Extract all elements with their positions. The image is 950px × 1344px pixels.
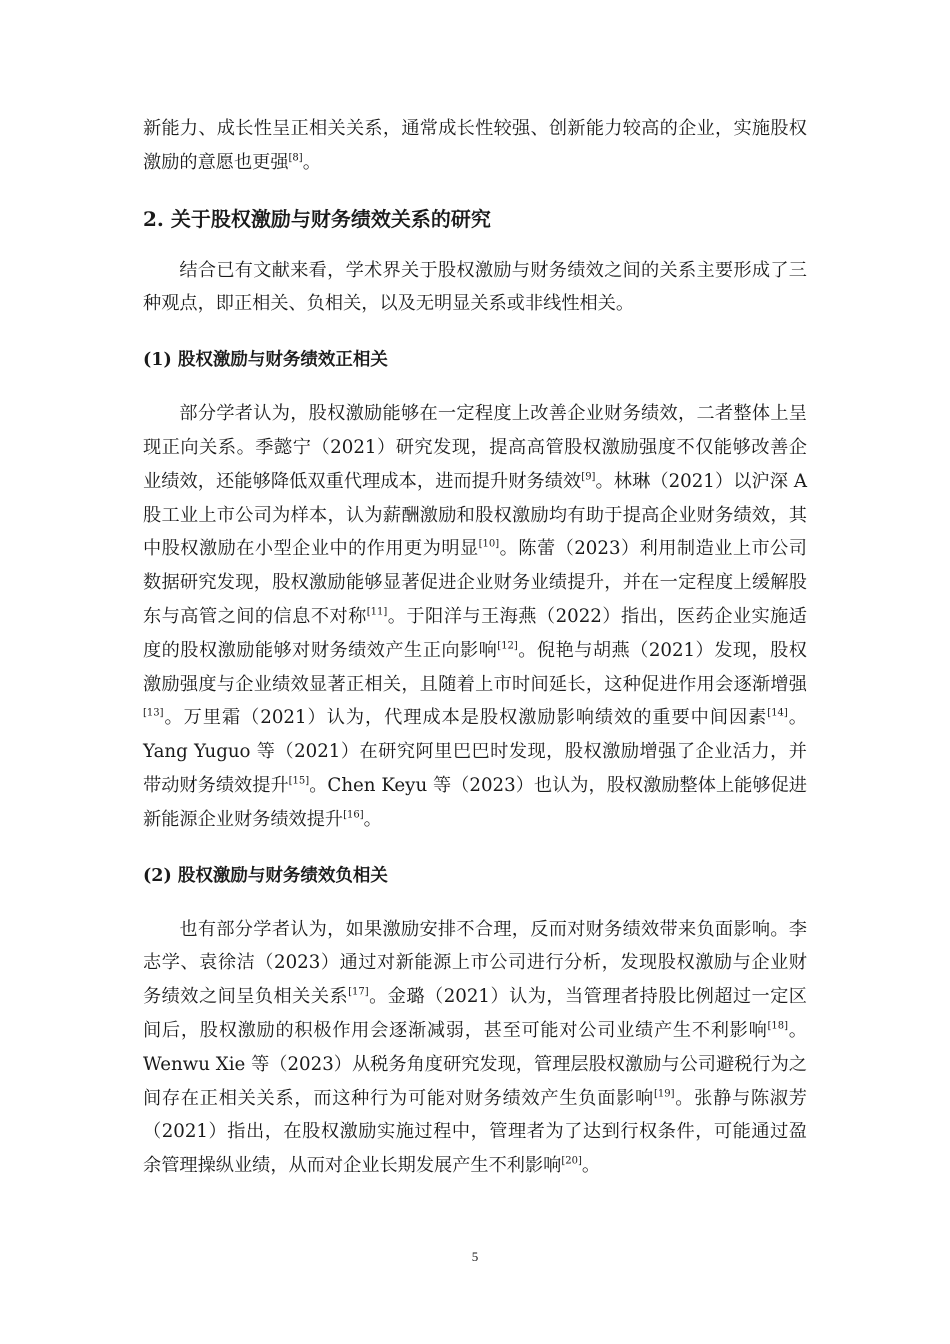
positive-correlation-paragraph: 部分学者认为，股权激励能够在一定程度上改善企业财务绩效，二者整体上呈现正向关系。季懿宁（2021）研究发现，提高高管股权激励强度不仅能够改善企业绩效，还能够降低双重代理成本，进而提升财务绩效[9]。林琳（2021）以沪深 A 股工业上市公司为样本，认为薪酬激励和股权激励均有助于提高企业财务绩效，其中股权激励在小型企业中的作用更为明显[10]。陈蕾（2023）利用制造业上市公司数据研究发现，股权激励能够显著促进企业财务业绩提升，并在一定程度上缓解股东与高管之间的信息不对称[11]。于阳洋与王海燕（2022）指出，医药企业实施适度的股权激励能够对财务绩效产生正向影响[12]。倪艳与胡燕（2021）发现，股权激励强度与企业绩效显著正相关，且随着上市时间延长，这种促进作用会逐渐增强[13]。万里霜（2021）认为，代理成本是股权激励影响绩效的重要中间因素[14]。Yang Yuguo 等（2021）在研究阿里巴巴时发现，股权激励增强了企业活力，并带动财务绩效提升[15]。Chen Keyu 等（2023）也认为，股权激励整体上能够促进新能源企业财务绩效提升[16]。 — [143, 403, 807, 830]
citation: [14] — [767, 707, 788, 719]
subsection-heading-negative: (2) 股权激励与财务绩效负相关 — [143, 865, 388, 886]
citation: [18] — [767, 1020, 789, 1032]
citation: [15] — [288, 775, 310, 787]
document-page — [143, 112, 807, 1183]
citation: [12] — [497, 640, 518, 652]
continuation-paragraph: 新能力、成长性呈正相关关系，通常成长性较强、创新能力较高的企业，实施股权激励的意愿也更强[8]。 — [143, 118, 807, 173]
citation: [10] — [478, 538, 500, 550]
negative-correlation-paragraph: 也有部分学者认为，如果激励安排不合理，反而对财务绩效带来负面影响。李志学、袁徐洁（2023）通过对新能源上市公司进行分析，发现股权激励与企业财务绩效之间呈负相关关系[17]。金璐（2021）认为，当管理者持股比例超过一定区间后，股权激励的积极作用会逐渐减弱，甚至可能对公司业绩产生不利影响[18]。Wenwu Xie 等（2023）从税务角度研究发现，管理层股权激励与公司避税行为之间存在正相关关系，而这种行为可能对财务绩效产生负面影响[19]。张静与陈淑芳（2021）指出，在股权激励实施过程中，管理者为了达到行权条件，可能通过盈余管理操纵业绩，从而对企业长期发展产生不利影响[20]。 — [143, 918, 807, 1177]
citation: [17] — [348, 986, 369, 998]
citation: [9] — [581, 471, 596, 483]
citation: [8] — [288, 152, 303, 164]
page-number: 5 — [471, 1249, 479, 1264]
section-heading: 2. 关于股权激励与财务绩效关系的研究 — [143, 206, 491, 231]
subsection-heading-positive: (1) 股权激励与财务绩效正相关 — [143, 350, 388, 371]
section-intro-paragraph: 结合已有文献来看，学术界关于股权激励与财务绩效之间的关系主要形成了三种观点，即正相关、负相关，以及无明显关系或非线性相关。 — [143, 259, 807, 315]
citation: [19] — [653, 1088, 675, 1100]
citation: [16] — [343, 809, 364, 821]
citation: [13] — [143, 707, 164, 719]
citation: [11] — [366, 606, 388, 618]
citation: [20] — [561, 1155, 582, 1167]
